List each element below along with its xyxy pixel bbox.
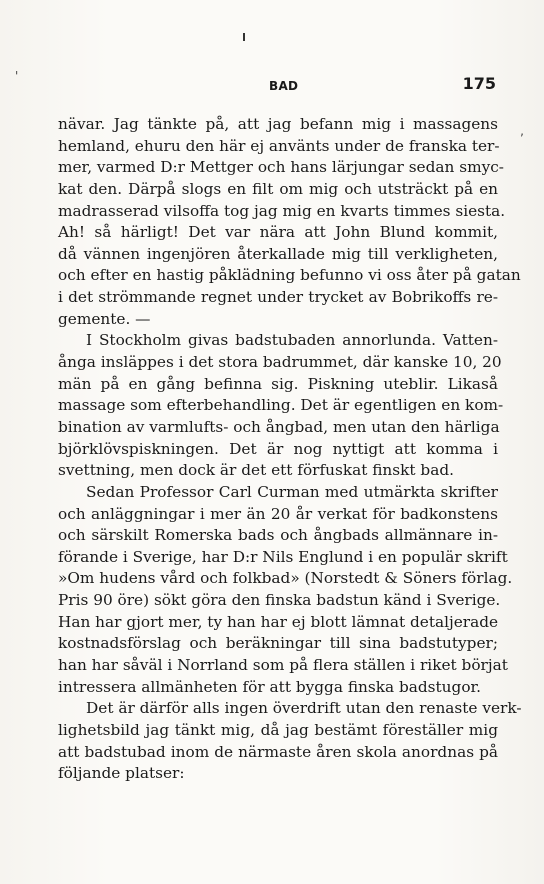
text-line: kostnadsförslag och beräkningar till sina badstutyper;	[58, 634, 498, 653]
ink-mark	[243, 33, 245, 41]
text-line: Ah! så härligt! Det var nära att John Blund kommit,	[58, 223, 498, 242]
page-header	[82, 74, 496, 98]
text-line: förande i Sverige, har D:r Nils Englund i en populär skrift	[58, 547, 508, 566]
text-line: kat den. Därpå slogs en filt om mig och utsträckt på en	[58, 179, 498, 198]
text-line: i det strömmande regnet under trycket av Bobrikoffs re-	[58, 288, 498, 307]
text-line: och särskilt Romerska bads och ångbads allmännare in-	[58, 526, 498, 545]
text-line: björklövspiskningen. Det är nog nyttigt att komma i	[58, 439, 498, 458]
text-line: madrasserad vilsoffa tog jag mig en kvarts timmes siesta.	[58, 201, 506, 220]
text-line: då vännen ingenjören återkallade mig till verkligheten,	[58, 244, 498, 263]
text-line: nävar. Jag tänkte på, att jag befann mig i massagens	[58, 115, 498, 133]
text-line: Sedan Professor Carl Curman med utmärkta skrifter	[86, 482, 498, 501]
text-line: lighetsbild jag tänkt mig, då jag bestämt föreställer mig	[58, 720, 498, 739]
page-number: 175	[462, 74, 496, 93]
text-line: mer, varmed D:r Mettger och hans lärjungar sedan smyc-	[58, 158, 504, 177]
text-line: han har såväl i Norrland som på flera ställen i riket börjat	[58, 656, 508, 675]
text-line: gemente. —	[58, 309, 151, 328]
text-line: Han har gjort mer, ty han har ej blott lämnat detaljerade	[58, 612, 499, 631]
text-line: massage som efterbehandling. Det är egentligen en kom-	[58, 396, 504, 415]
text-line: Det är därför alls ingen överdrift utan den renaste verk-	[86, 699, 522, 718]
text-line: och efter en hastig påklädning befunno vi oss åter på gatan	[58, 266, 521, 285]
text-line: att badstubad inom de närmaste åren skola anordnas på	[58, 742, 498, 761]
text-line: och anläggningar i mer än 20 år verkat för badkonstens	[58, 504, 498, 523]
text-line: svettning, men dock är det ett förfuskat finskt bad.	[58, 461, 454, 480]
text-line: bination av varmlufts- och ångbad, men utan den härliga	[58, 417, 500, 436]
text-line: intressera allmänheten för att bygga finska badstugor.	[58, 677, 482, 696]
ink-mark: '	[15, 69, 19, 83]
running-head: BAD	[269, 79, 299, 93]
text-line: I Stockholm givas badstubaden annorlunda. Vatten-	[86, 331, 498, 350]
text-line: män på en gång befinna sig. Piskning uteblir. Likaså	[58, 374, 498, 393]
text-line: »Om hudens vård och folkbad» (Norstedt & Söners förlag.	[58, 569, 513, 588]
ink-mark: ,	[520, 124, 524, 138]
text-line: följande platser:	[58, 764, 185, 783]
text-line: ånga insläppes i det stora badrummet, där kanske 10, 20	[58, 353, 502, 372]
body-text	[58, 114, 522, 785]
text-line: Pris 90 öre) sökt göra den finska badstun känd i Sverige.	[58, 591, 501, 610]
text-line: hemland, ehuru den här ej använts under de franska ter-	[58, 136, 500, 155]
